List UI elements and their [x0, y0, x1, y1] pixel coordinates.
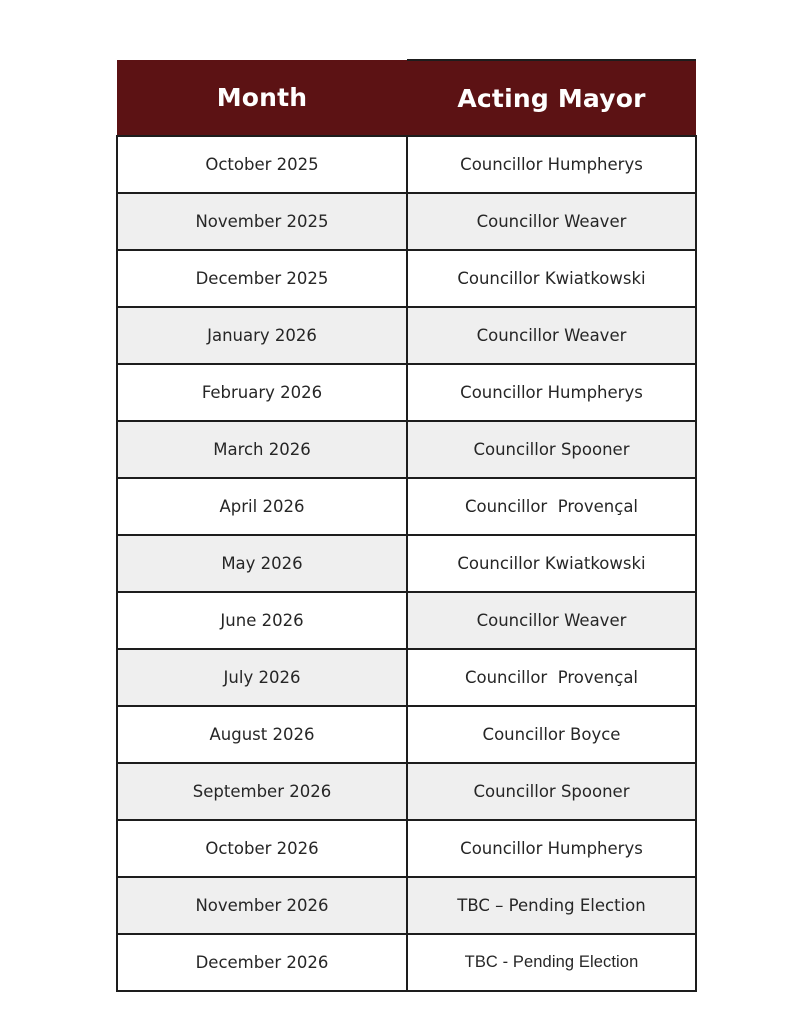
table-row [117, 820, 696, 877]
column-header-month: Month [117, 60, 407, 136]
cell-acting-mayor: Councillor Kwiatkowski [407, 535, 696, 592]
table-row [117, 193, 696, 250]
cell-month: July 2026 [117, 649, 407, 706]
table-row [117, 250, 696, 307]
cell-month: August 2026 [117, 706, 407, 763]
cell-acting-mayor: Councillor Spooner [407, 421, 696, 478]
table-row [117, 136, 696, 193]
cell-acting-mayor: Councillor Boyce [407, 706, 696, 763]
table-row [117, 649, 696, 706]
cell-acting-mayor: Councillor Provençal [407, 649, 696, 706]
cell-acting-mayor: Councillor Humpherys [407, 820, 696, 877]
cell-month: April 2026 [117, 478, 407, 535]
table-header [117, 60, 696, 136]
cell-month: January 2026 [117, 307, 407, 364]
cell-acting-mayor: Councillor Weaver [407, 193, 696, 250]
cell-month: September 2026 [117, 763, 407, 820]
cell-month: December 2026 [117, 934, 407, 991]
table-row [117, 421, 696, 478]
table-row [117, 364, 696, 421]
cell-month: February 2026 [117, 364, 407, 421]
acting-mayor-schedule-table [116, 59, 697, 992]
cell-month: November 2026 [117, 877, 407, 934]
cell-acting-mayor: Councillor Weaver [407, 592, 696, 649]
cell-month: November 2025 [117, 193, 407, 250]
table-row [117, 535, 696, 592]
cell-acting-mayor: Councillor Spooner [407, 763, 696, 820]
cell-acting-mayor: TBC - Pending Election [407, 934, 696, 991]
cell-acting-mayor: TBC – Pending Election [407, 877, 696, 934]
cell-month: June 2026 [117, 592, 407, 649]
cell-month: May 2026 [117, 535, 407, 592]
cell-month: December 2025 [117, 250, 407, 307]
table-row [117, 307, 696, 364]
table-row [117, 592, 696, 649]
cell-acting-mayor: Councillor Kwiatkowski [407, 250, 696, 307]
cell-month: October 2026 [117, 820, 407, 877]
table-header-row [117, 60, 696, 136]
table-row [117, 706, 696, 763]
column-header-acting-mayor: Acting Mayor [407, 60, 696, 136]
table-body [117, 136, 696, 991]
cell-acting-mayor: Councillor Weaver [407, 307, 696, 364]
cell-acting-mayor: Councillor Humpherys [407, 136, 696, 193]
table-row [117, 877, 696, 934]
cell-month: October 2025 [117, 136, 407, 193]
cell-acting-mayor: Councillor Humpherys [407, 364, 696, 421]
table-row [117, 934, 696, 991]
cell-acting-mayor: Councillor Provençal [407, 478, 696, 535]
cell-month: March 2026 [117, 421, 407, 478]
table-row [117, 763, 696, 820]
table-row [117, 478, 696, 535]
